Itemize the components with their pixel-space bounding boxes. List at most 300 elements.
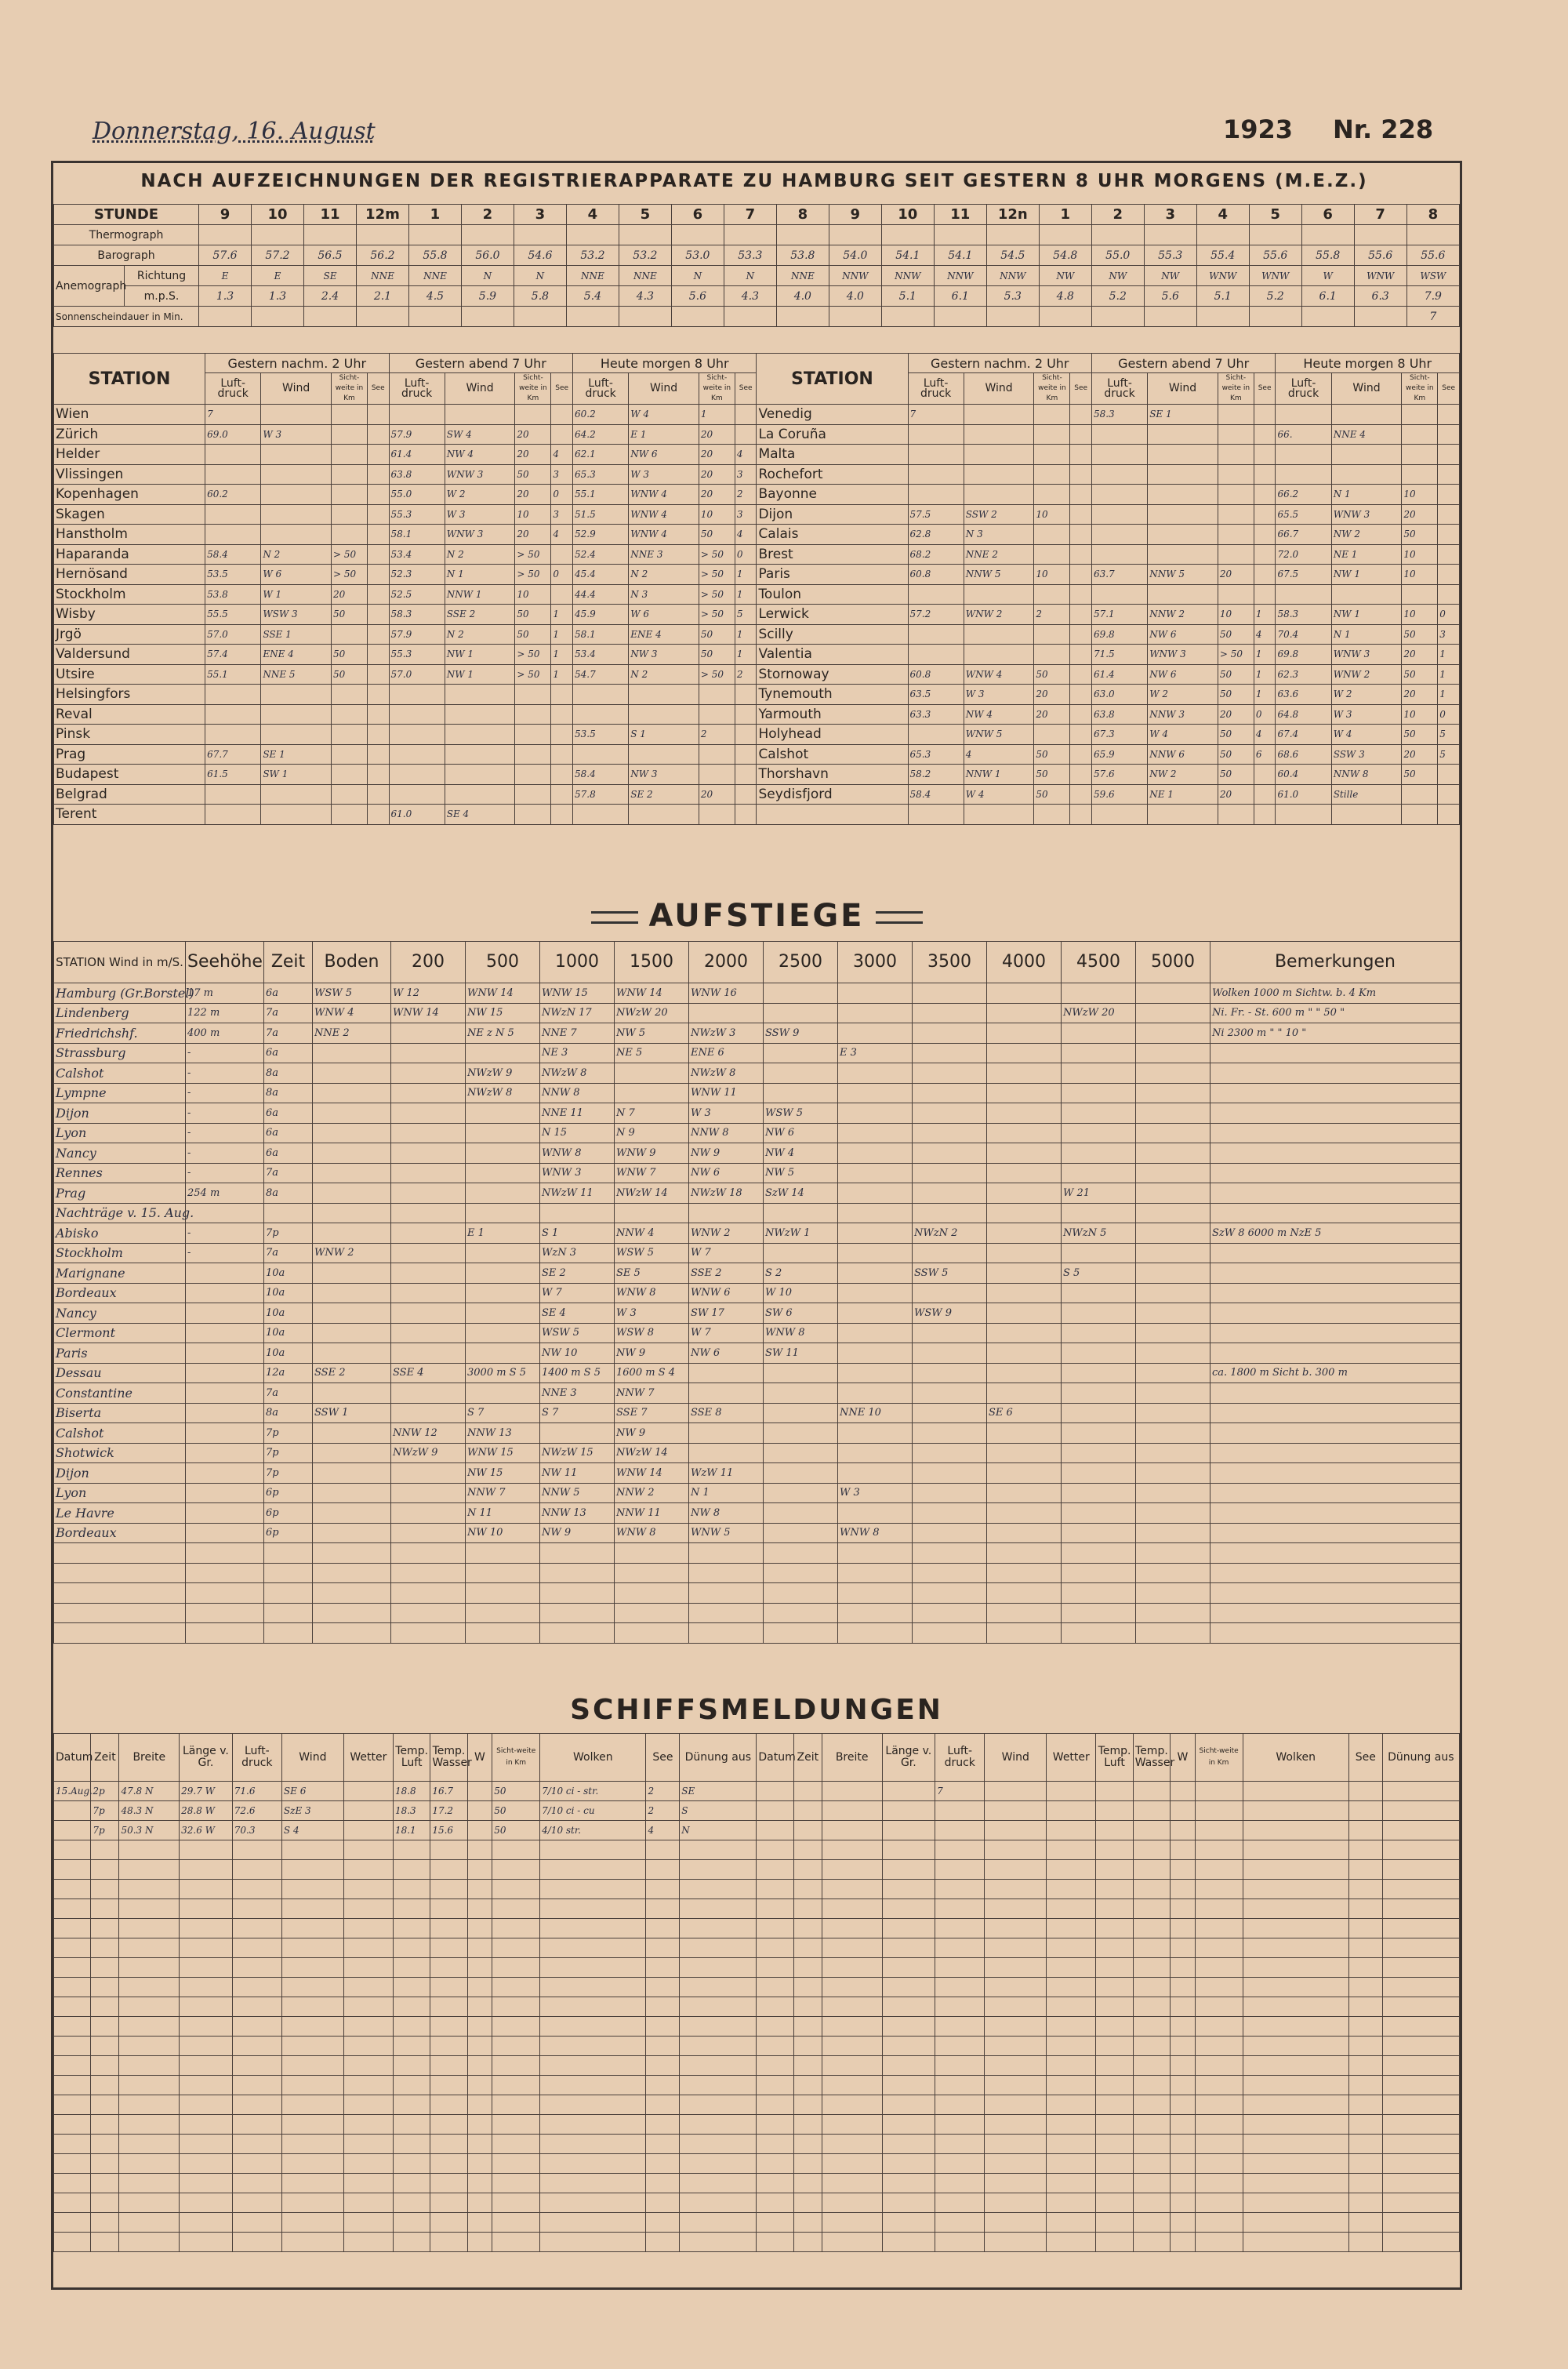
empty-cell <box>935 1801 985 1821</box>
aufstiege-header: STATION Wind in m/S. <box>54 942 186 983</box>
aufstieg-value <box>764 1483 838 1503</box>
aufstiege-title-wrap <box>53 898 1460 934</box>
empty-cell <box>935 1880 985 1899</box>
empty-cell <box>646 1978 680 1997</box>
station-value <box>1438 525 1460 545</box>
station-value <box>367 744 389 765</box>
ship-value: 50.3 N <box>119 1821 180 1840</box>
empty-cell <box>1382 1919 1459 1938</box>
station-value <box>331 704 367 725</box>
group-header: Heute morgen 8 Uhr <box>573 354 757 373</box>
empty-cell <box>1243 2135 1348 2154</box>
aufstiege-header-row <box>54 942 1461 983</box>
empty-cell <box>264 1563 313 1583</box>
station-value <box>1070 664 1092 685</box>
station-value: 20 <box>699 424 735 445</box>
thermograph-cell <box>1249 225 1301 245</box>
station-value <box>515 805 551 825</box>
empty-cell <box>1047 2154 1096 2174</box>
sub-header: Wind <box>261 373 332 405</box>
hour-cell: 12m <box>356 205 408 225</box>
ship-row <box>54 2135 1460 2154</box>
empty-cell <box>822 1997 882 2017</box>
station-value: > 50 <box>1218 645 1254 665</box>
station-value: 53.5 <box>205 565 261 585</box>
empty-cell <box>540 2076 646 2095</box>
station-value: 52.9 <box>573 525 629 545</box>
empty-cell <box>1096 1978 1133 1997</box>
barograph-cell: 54.0 <box>829 245 881 266</box>
aufstieg-value: NWzW 8 <box>689 1063 764 1084</box>
aufstieg-value: NW 11 <box>540 1463 615 1484</box>
empty-cell <box>393 1840 430 1860</box>
station-name: Valentia <box>757 645 908 665</box>
station-value <box>445 704 515 725</box>
station-value <box>1331 445 1402 465</box>
empty-cell <box>1195 1938 1243 1958</box>
aufstieg-value <box>987 1143 1062 1164</box>
empty-cell <box>466 1603 540 1623</box>
empty-cell <box>393 2056 430 2076</box>
sub-header: See <box>1438 373 1460 405</box>
empty-cell <box>119 2056 180 2076</box>
aufstieg-value <box>466 1163 540 1183</box>
station-value <box>367 525 389 545</box>
station-value: 58.3 <box>1091 405 1147 425</box>
station-name: Thorshavn <box>757 765 908 785</box>
empty-cell <box>1348 1821 1382 1840</box>
station-value <box>1070 605 1092 625</box>
empty-cell <box>646 2174 680 2193</box>
aufstieg-value: ENE 6 <box>689 1043 764 1063</box>
empty-cell <box>793 1938 822 1958</box>
hour-cell: 11 <box>303 205 356 225</box>
empty-cell <box>793 2154 822 2174</box>
aufstieg-value <box>764 1443 838 1463</box>
station-value <box>1070 744 1092 765</box>
empty-cell <box>1243 2115 1348 2135</box>
aufstieg-value <box>1210 1083 1461 1103</box>
station-value <box>367 565 389 585</box>
aufstieg-value: NWzW 8 <box>466 1083 540 1103</box>
empty-cell <box>793 1997 822 2017</box>
station-value <box>261 464 332 485</box>
station-value <box>367 405 389 425</box>
aufstieg-value: NWzW 15 <box>540 1443 615 1463</box>
station-value: W 1 <box>261 584 332 605</box>
station-value <box>367 504 389 525</box>
empty-cell <box>913 1543 987 1564</box>
station-value <box>1254 765 1276 785</box>
sub-header: Sicht-weite in Km <box>1034 373 1070 405</box>
empty-cell <box>757 2135 793 2154</box>
station-value: 20 <box>1218 704 1254 725</box>
empty-cell <box>91 2056 119 2076</box>
empty-cell <box>119 2233 180 2252</box>
ships-header: Luft-druck <box>232 1734 281 1782</box>
empty-cell <box>935 2174 985 2193</box>
aufstieg-value: WNW 16 <box>689 983 764 1004</box>
empty-cell <box>467 1978 492 1997</box>
aufstieg-value <box>1136 1463 1210 1484</box>
aufstieg-value: 6p <box>264 1523 313 1543</box>
empty-cell <box>680 1880 757 1899</box>
empty-cell <box>54 2095 91 2115</box>
station-value <box>1034 464 1070 485</box>
mps-cell: 5.4 <box>566 286 619 307</box>
empty-cell <box>646 2213 680 2233</box>
empty-cell <box>1062 1543 1136 1564</box>
empty-cell <box>935 1840 985 1860</box>
hour-cell: 3 <box>1144 205 1196 225</box>
station-name: Pinsk <box>54 725 205 745</box>
station-value <box>1254 464 1276 485</box>
empty-cell <box>1136 1603 1210 1623</box>
station-value <box>1070 704 1092 725</box>
station-value <box>551 704 573 725</box>
station-value: WNW 4 <box>964 664 1034 685</box>
aufstieg-value: WNW 11 <box>689 1083 764 1103</box>
aufstieg-value <box>1136 1063 1210 1084</box>
ships-header: Temp. Luft <box>393 1734 430 1782</box>
station-value: 62.3 <box>1276 664 1331 685</box>
station-value <box>515 704 551 725</box>
station-name: Bayonne <box>757 485 908 505</box>
station-value <box>1276 464 1331 485</box>
empty-cell <box>281 2174 343 2193</box>
empty-cell <box>540 1899 646 1919</box>
aufstieg-value: WNW 9 <box>615 1143 689 1164</box>
empty-cell <box>1382 2037 1459 2056</box>
aufstieg-value <box>391 1343 466 1364</box>
station-value: W 2 <box>445 485 515 505</box>
empty-cell <box>91 2154 119 2174</box>
aufstieg-value <box>186 1323 264 1343</box>
aufstieg-value <box>466 1343 540 1364</box>
empty-cell <box>1243 1978 1348 1997</box>
aufstieg-value: 17 m <box>186 983 264 1004</box>
empty-cell <box>492 1860 540 1880</box>
empty-cell <box>492 1880 540 1899</box>
empty-cell <box>1133 1899 1170 1919</box>
station-value: 1 <box>551 645 573 665</box>
station-value: 62.8 <box>908 525 964 545</box>
aufstieg-value <box>1062 1123 1136 1143</box>
empty-cell <box>1133 1938 1170 1958</box>
station-value: 50 <box>1218 624 1254 645</box>
empty-cell <box>1348 1919 1382 1938</box>
aufstieg-value: NW 9 <box>689 1143 764 1164</box>
ship-value: 4 <box>646 1821 680 1840</box>
empty-cell <box>985 1840 1047 1860</box>
aufstieg-value <box>1136 1323 1210 1343</box>
aufstieg-value <box>313 1483 391 1503</box>
empty-cell <box>343 1860 393 1880</box>
aufstieg-value <box>466 1243 540 1263</box>
aufstieg-value <box>1210 1043 1461 1063</box>
empty-cell <box>1382 2174 1459 2193</box>
aufstieg-value <box>391 1063 466 1084</box>
hour-cell: 6 <box>1301 205 1354 225</box>
empty-cell <box>91 2017 119 2037</box>
empty-cell <box>838 1563 913 1583</box>
station-value <box>1034 624 1070 645</box>
empty-cell <box>1171 2174 1196 2193</box>
empty-cell <box>232 2095 281 2115</box>
empty-cell <box>467 2115 492 2135</box>
aufstieg-value: NNW 2 <box>615 1483 689 1503</box>
empty-cell <box>54 1958 91 1978</box>
aufstieg-value <box>1136 1283 1210 1303</box>
empty-cell <box>1133 2213 1170 2233</box>
station-value <box>1438 405 1460 425</box>
empty-cell <box>467 2135 492 2154</box>
aufstieg-value <box>913 1483 987 1503</box>
aufstieg-value <box>764 983 838 1004</box>
empty-cell <box>91 2233 119 2252</box>
station-value: 69.8 <box>1091 624 1147 645</box>
station-value: 53.8 <box>205 584 261 605</box>
empty-cell <box>343 1958 393 1978</box>
aufstieg-value <box>838 1163 913 1183</box>
station-value: ENE 4 <box>261 645 332 665</box>
aufstieg-value: WNW 8 <box>615 1523 689 1543</box>
empty-cell <box>54 2174 91 2193</box>
aufstieg-row <box>54 1423 1461 1444</box>
station-value <box>964 645 1034 665</box>
station-value <box>908 445 964 465</box>
empty-cell <box>935 2056 985 2076</box>
empty-cell <box>232 1978 281 1997</box>
aufstieg-value <box>913 1323 987 1343</box>
station-value <box>261 704 332 725</box>
empty-cell <box>1171 2115 1196 2135</box>
barograph-cell: 53.2 <box>619 245 671 266</box>
aufstieg-value: W 7 <box>540 1283 615 1303</box>
empty-cell <box>822 1919 882 1938</box>
empty-cell <box>54 2076 91 2095</box>
empty-cell <box>935 2193 985 2213</box>
aufstieg-value: NNW 8 <box>540 1083 615 1103</box>
station-value: 50 <box>699 645 735 665</box>
aufstiege-header: Zeit <box>264 942 313 983</box>
station-value: 69.8 <box>1276 645 1331 665</box>
aufstieg-value: WSW 8 <box>615 1323 689 1343</box>
station-value <box>551 744 573 765</box>
aufstieg-value <box>987 1343 1062 1364</box>
station-row <box>54 725 1460 745</box>
aufstieg-value <box>913 1063 987 1084</box>
station-value: 20 <box>1402 504 1438 525</box>
station-value: 67.5 <box>1276 565 1331 585</box>
station-value: 10 <box>1034 565 1070 585</box>
empty-cell <box>186 1603 264 1623</box>
aufstieg-value <box>466 1123 540 1143</box>
aufstieg-value <box>1062 1483 1136 1503</box>
barograph-cell: 56.2 <box>356 245 408 266</box>
barograph-cell: 57.2 <box>252 245 304 266</box>
aufstieg-value <box>1136 1243 1210 1263</box>
station-value: 1 <box>735 624 757 645</box>
empty-cell <box>882 1840 935 1860</box>
aufstieg-row <box>54 1123 1461 1143</box>
aufstieg-value: W 12 <box>391 983 466 1004</box>
richtung-cell: E <box>252 266 304 286</box>
station-value <box>1091 525 1147 545</box>
empty-cell <box>393 2193 430 2213</box>
empty-cell <box>680 2174 757 2193</box>
empty-cell <box>757 1978 793 1997</box>
empty-cell <box>1096 2174 1133 2193</box>
station-value <box>1070 645 1092 665</box>
aufstiege-title: AUFSTIEGE <box>648 898 865 934</box>
aufstieg-value <box>313 1203 391 1223</box>
empty-cell <box>1382 1840 1459 1860</box>
station-value: 60.4 <box>1276 765 1331 785</box>
station-value <box>1218 405 1254 425</box>
aufstieg-row <box>54 1023 1461 1044</box>
aufstieg-value <box>1062 1143 1136 1164</box>
empty-cell <box>467 1919 492 1938</box>
station-value: 50 <box>1034 765 1070 785</box>
empty-cell <box>985 2095 1047 2115</box>
mps-cell: 4.8 <box>1039 286 1091 307</box>
station-label: STATION <box>54 354 205 405</box>
empty-cell <box>1243 2213 1348 2233</box>
aufstieg-value: NWzW 9 <box>466 1063 540 1084</box>
sunshine-cell <box>934 307 986 327</box>
empty-cell <box>680 1919 757 1938</box>
empty-cell <box>1047 2213 1096 2233</box>
empty-cell <box>646 1860 680 1880</box>
empty-cell <box>882 2115 935 2135</box>
aufstieg-value <box>1210 1523 1461 1543</box>
aufstieg-value: 7p <box>264 1223 313 1244</box>
empty-cell <box>1195 2135 1243 2154</box>
ship-value: 18.3 <box>393 1801 430 1821</box>
aufstieg-value <box>838 1003 913 1023</box>
station-value: NNE 3 <box>629 544 699 565</box>
station-value: 20 <box>331 584 367 605</box>
aufstieg-value <box>186 1483 264 1503</box>
aufstieg-value <box>186 1303 264 1324</box>
station-value: 66.7 <box>1276 525 1331 545</box>
station-value <box>1438 445 1460 465</box>
sunshine-cell <box>303 307 356 327</box>
station-name: Lerwick <box>757 605 908 625</box>
station-value <box>1034 725 1070 745</box>
aufstieg-value <box>313 1123 391 1143</box>
aufstieg-value: WSW 5 <box>615 1243 689 1263</box>
empty-cell <box>540 2154 646 2174</box>
empty-cell <box>680 2076 757 2095</box>
empty-cell <box>646 2095 680 2115</box>
empty-cell <box>757 1840 793 1860</box>
thermograph-cell <box>881 225 934 245</box>
station-value: NNW 5 <box>1148 565 1218 585</box>
station-value: W 2 <box>1331 685 1402 705</box>
empty-cell <box>882 2154 935 2174</box>
empty-cell <box>540 1840 646 1860</box>
empty-cell <box>822 1801 882 1821</box>
station-value: SE 2 <box>629 784 699 805</box>
aufstieg-value: SSE 4 <box>391 1363 466 1383</box>
empty-cell <box>1382 1978 1459 1997</box>
mps-cell: 4.0 <box>776 286 829 307</box>
empty-cell <box>180 2095 233 2115</box>
empty-cell <box>54 1543 186 1564</box>
aufstiege-header: 2500 <box>764 942 838 983</box>
empty-cell <box>54 1563 186 1583</box>
station-value: 50 <box>1402 725 1438 745</box>
empty-cell <box>1195 2037 1243 2056</box>
empty-cell <box>54 1938 91 1958</box>
empty-cell <box>1047 2076 1096 2095</box>
empty-cell <box>646 1938 680 1958</box>
aufstieg-value <box>1062 1323 1136 1343</box>
aufstieg-value: NW 5 <box>764 1163 838 1183</box>
empty-cell <box>540 2017 646 2037</box>
empty-cell <box>1348 1840 1382 1860</box>
ship-value <box>54 1801 91 1821</box>
ship-value: 17.2 <box>430 1801 467 1821</box>
station-value: NNW 5 <box>964 565 1034 585</box>
mps-cell: 4.3 <box>724 286 776 307</box>
station-value: 7 <box>908 405 964 425</box>
station-value: 57.4 <box>205 645 261 665</box>
station-value: 10 <box>1402 704 1438 725</box>
station-value: NNE 2 <box>964 544 1034 565</box>
empty-row <box>54 1623 1461 1644</box>
aufstieg-value <box>1136 1263 1210 1284</box>
aufstieg-value <box>913 1203 987 1223</box>
empty-cell <box>91 1978 119 1997</box>
station-value <box>1438 784 1460 805</box>
station-value: SE 4 <box>445 805 515 825</box>
ship-value: 50 <box>492 1821 540 1840</box>
station-name: Prag <box>54 744 205 765</box>
empty-cell <box>1171 1938 1196 1958</box>
barograph-cell: 55.4 <box>1196 245 1249 266</box>
station-value <box>1254 405 1276 425</box>
empty-cell <box>1171 2037 1196 2056</box>
empty-cell <box>492 2193 540 2213</box>
empty-cell <box>391 1563 466 1583</box>
empty-cell <box>757 2056 793 2076</box>
station-value: 50 <box>515 464 551 485</box>
empty-cell <box>430 1880 467 1899</box>
empty-cell <box>882 2037 935 2056</box>
empty-cell <box>264 1623 313 1644</box>
aufstieg-value <box>1210 1343 1461 1364</box>
aufstieg-value: W 3 <box>615 1303 689 1324</box>
station-value: 2 <box>735 664 757 685</box>
station-value: > 50 <box>699 544 735 565</box>
station-value: 65.5 <box>1276 504 1331 525</box>
empty-cell <box>1133 2017 1170 2037</box>
aufstieg-value <box>391 1083 466 1103</box>
station-value <box>964 624 1034 645</box>
empty-cell <box>1195 2154 1243 2174</box>
sunshine-cell <box>356 307 408 327</box>
empty-cell <box>1348 2115 1382 2135</box>
empty-cell <box>646 2233 680 2252</box>
empty-cell <box>391 1623 466 1644</box>
sub-header: Wind <box>964 373 1034 405</box>
barograph-cell: 55.0 <box>1091 245 1144 266</box>
ships-header: W <box>467 1734 492 1782</box>
aufstieg-value: ca. 1800 m Sicht b. 300 m <box>1210 1363 1461 1383</box>
